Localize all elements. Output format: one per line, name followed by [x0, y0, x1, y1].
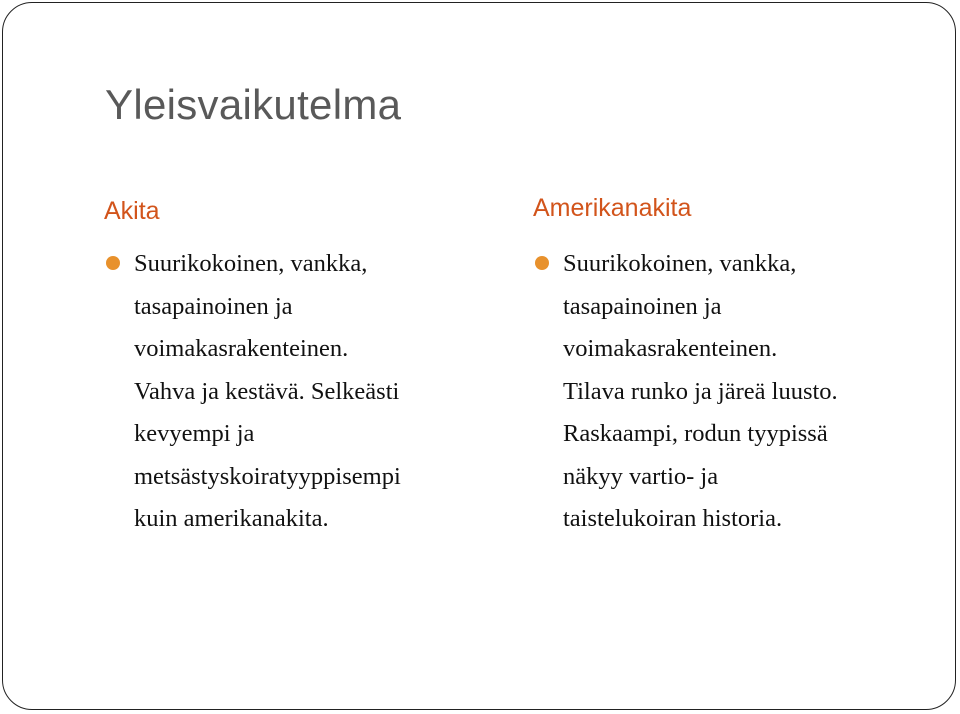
bullet-icon	[106, 256, 120, 270]
bullet-text: Suurikokoinen, vankka, tasapainoinen ja voimakasrakenteinen. Vahva ja kestävä. Selkeästi kevyempi ja metsästyskoiratyyppisempi kuin amerikanakita.	[134, 250, 401, 532]
bullet-text: Suurikokoinen, vankka, tasapainoinen ja voimakasrakenteinen. Tilava runko ja järeä luusto. Raskaampi, rodun tyypissä näkyy vartio- ja taistelukoiran historia.	[563, 250, 838, 532]
column-heading-akita: Akita	[104, 197, 160, 225]
list-item	[104, 243, 494, 541]
list-item	[533, 243, 933, 541]
bullet-list-akita	[104, 243, 494, 541]
slide-title: Yleisvaikutelma	[105, 81, 402, 128]
column-heading-amerikanakita: Amerikanakita	[533, 194, 692, 222]
bullet-icon	[535, 256, 549, 270]
bullet-list-amerikanakita	[533, 243, 933, 541]
slide	[2, 2, 956, 710]
